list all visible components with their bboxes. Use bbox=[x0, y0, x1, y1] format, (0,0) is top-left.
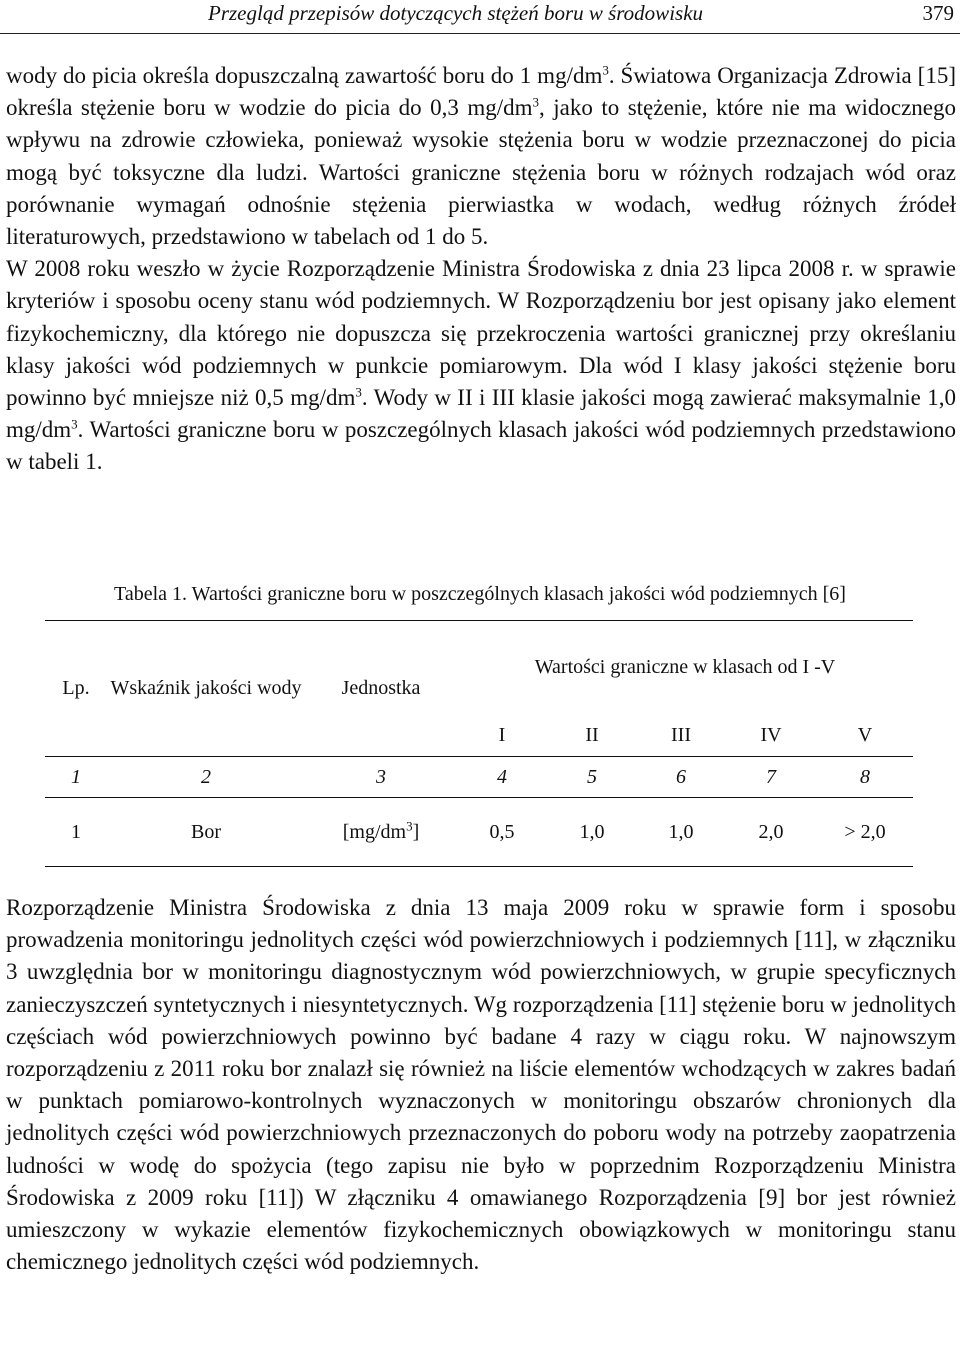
column-number: 6 bbox=[637, 757, 725, 798]
unit-text: [mg/dm bbox=[342, 820, 407, 843]
table-header-row bbox=[45, 621, 913, 715]
text-segment: . Wody w II i III klasie jakości mogą zawierać maksymalnie 1,0 mg/dm bbox=[6, 385, 956, 443]
column-number: 3 bbox=[305, 757, 457, 798]
class-header: III bbox=[637, 714, 725, 757]
boron-limits-table bbox=[45, 620, 913, 867]
cell-lp: 1 bbox=[45, 798, 107, 867]
superscript: 3 bbox=[602, 62, 609, 78]
cell-value: 1,0 bbox=[547, 798, 637, 867]
column-number: 5 bbox=[547, 757, 637, 798]
header-limits: Wartości graniczne w klasach od I -V bbox=[534, 656, 836, 678]
table-caption: Tabela 1. Wartości graniczne boru w poszczególnych klasach jakości wód podziemnych [6] bbox=[114, 583, 846, 605]
column-number: 2 bbox=[107, 757, 305, 798]
running-title: Przegląd przepisów dotyczących stężeń boru w środowisku bbox=[208, 1, 704, 25]
superscript: 3 bbox=[71, 416, 78, 432]
column-number: 1 bbox=[45, 757, 107, 798]
superscript: 3 bbox=[355, 384, 362, 400]
cell-value: 2,0 bbox=[725, 798, 817, 867]
header-rule bbox=[0, 33, 960, 34]
table-row bbox=[45, 798, 913, 867]
column-number-row bbox=[45, 757, 913, 798]
unit-text: ] bbox=[412, 820, 420, 843]
superscript: 3 bbox=[532, 94, 540, 110]
cell-indicator: Bor bbox=[107, 798, 305, 867]
text-segment: . Wartości graniczne boru w poszczególnych klasach jakości wód podziemnych przedstawiono w tabeli 1. bbox=[6, 417, 956, 475]
header-unit: Jednostka bbox=[305, 621, 457, 757]
paragraph-monitoring: Rozporządzenie Ministra Środowiska z dnia 13 maja 2009 roku w sprawie form i sposobu prowadzenia monitoringu jednolitych części wód powierzchniowych i podziemnych [11], w złączniku 3 uwzględnia bor w monitoringu diagnostycznym wód powierzchniowych, w grupie specyficznych zanieczyszczeń syntetycznych i niesyntetycznych. Wg rozporządzenia [11] stężenie boru w jednolitych częściach wód powierzchniowych powinno być badane 4 razy w ciągu roku. W najnowszym rozporządzeniu z 2011 roku bor znalazł się również na liście elementów wchodzących w zakres badań w punktach pomiarowo-kontrolnych wyznaczonych w monitoringu obszarów chronionych dla jednolitych części wód powierzchniowych przeznaczonych do poboru wody na potrzeby zaopatrzenia ludności w wodę do spożycia (tego zapisu nie było w poprzednim Rozporządzeniu Ministra Środowiska z 2009 roku [11]) W złączniku 4 omawianego Rozporządzenia [9] bor jest również umieszczony w wykazie elementów fizykochemicznych obowiązkowych w monitoringu stanu chemicznego jednolitych części wód podziemnych. bbox=[6, 895, 956, 1275]
column-number: 4 bbox=[457, 757, 547, 798]
column-number: 7 bbox=[725, 757, 817, 798]
class-header: II bbox=[547, 714, 637, 757]
class-header: IV bbox=[725, 714, 817, 757]
class-header: V bbox=[817, 714, 913, 757]
class-header: I bbox=[457, 714, 547, 757]
text-segment: . Światowa Organizacja Zdrowia [15] określa stężenie boru w wodzie do picia do 0,3 mg/dm bbox=[6, 63, 956, 121]
page-header bbox=[0, 0, 960, 30]
header-lp: Lp. bbox=[45, 621, 107, 757]
cell-value: 0,5 bbox=[457, 798, 547, 867]
text-segment: W 2008 roku weszło w życie Rozporządzenie Ministra Środowiska z dnia 23 lipca 2008 r. w sprawie kryteriów i sposobu oceny stanu wód podziemnych. W Rozporządzeniu bor jest opisany jako element fizykochemiczny, dla którego nie dopuszcza się przekroczenia wartości granicznej przy określaniu klasy jakości wód podziemnych w punkcie pomiarowym. Dla wód I klasy jakości stężenie boru powinno być mniejsze niż 0,5 mg/dm bbox=[6, 256, 956, 411]
superscript: 3 bbox=[406, 817, 413, 833]
table bbox=[45, 620, 913, 867]
text-segment: wody do picia określa dopuszczalną zawartość boru do 1 mg/dm bbox=[6, 63, 603, 88]
cell-value: > 2,0 bbox=[817, 798, 913, 867]
header-indicator: Wskaźnik jakości wody bbox=[107, 621, 305, 757]
column-number: 8 bbox=[817, 757, 913, 798]
page-number: 379 bbox=[922, 1, 954, 25]
paragraph-drinking-water bbox=[6, 60, 956, 479]
cell-unit bbox=[305, 798, 457, 867]
text-segment: , jako to stężenie, które nie ma widocznego wpływu na zdrowie człowieka, ponieważ wysokie stężenia boru w wodzie przeznaczonej do picia mogą być toksyczne dla ludzi. Wartości graniczne stężenia boru w różnych rodzajach wód oraz porównanie wymagań odnośnie stężenia pierwiastka w wodach, według różnych źródeł literaturowych, przedstawiono w tabelach od 1 do 5. bbox=[6, 95, 956, 250]
cell-value: 1,0 bbox=[637, 798, 725, 867]
